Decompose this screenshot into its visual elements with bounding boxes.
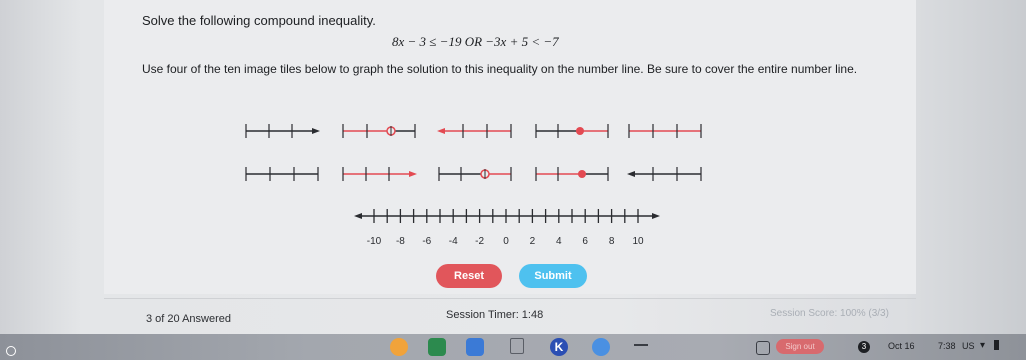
number-line-graphic — [354, 204, 660, 252]
time-label: 7:38 — [938, 341, 956, 351]
tile-6-graphic — [244, 163, 320, 185]
session-score: Session Score: 100% (3/3) — [770, 308, 889, 319]
tile-1-graphic — [244, 120, 320, 142]
app-icon-orange[interactable] — [390, 338, 408, 356]
tile-1[interactable] — [244, 120, 320, 142]
number-line[interactable] — [354, 204, 660, 252]
number-line-label: 8 — [608, 236, 615, 247]
tile-3-graphic — [437, 120, 513, 142]
answered-count: 3 of 20 Answered — [146, 313, 232, 325]
battery-icon[interactable] — [994, 340, 999, 350]
tile-5[interactable] — [627, 120, 703, 142]
app-icon-blue[interactable] — [466, 338, 484, 356]
sign-out-button[interactable]: Sign out — [776, 339, 824, 354]
number-line-left-arrow — [354, 213, 362, 219]
number-line-label: 6 — [582, 236, 588, 247]
tile-7[interactable] — [341, 163, 417, 185]
submit-button[interactable]: Submit — [519, 264, 587, 288]
inequality-equation: 8x − 3 ≤ −19 OR −3x + 5 < −7 — [392, 34, 559, 49]
number-line-right-arrow — [652, 213, 660, 219]
number-line-label: 0 — [503, 236, 509, 247]
footer-divider — [104, 298, 916, 299]
tile-4[interactable] — [534, 120, 610, 142]
launcher-icon[interactable] — [6, 346, 16, 356]
date-label: Oct 16 — [888, 341, 915, 351]
tile-3[interactable] — [437, 120, 513, 142]
wifi-icon[interactable]: ▾ — [980, 340, 986, 351]
tile-10-graphic — [627, 163, 703, 185]
locale-label: US — [962, 341, 975, 351]
session-timer: Session Timer: 1:48 — [446, 309, 544, 321]
notification-badge[interactable]: 3 — [858, 341, 870, 353]
tile-9-graphic — [534, 163, 610, 185]
tile-10[interactable] — [627, 163, 703, 185]
tile-2-graphic — [341, 120, 417, 142]
screenshot-icon[interactable] — [756, 341, 770, 355]
tile-8[interactable] — [437, 163, 513, 185]
reset-button[interactable]: Reset — [436, 264, 502, 288]
tile-8-graphic — [437, 163, 513, 185]
number-line-label: -2 — [475, 236, 485, 247]
files-icon[interactable] — [510, 338, 524, 354]
number-line-label: -10 — [366, 236, 382, 247]
tile-5-graphic — [627, 120, 703, 142]
app-icon-k[interactable]: K — [550, 338, 568, 356]
app-icon-dash[interactable] — [634, 338, 648, 346]
question-title: Solve the following compound inequality. — [142, 13, 376, 28]
number-line-label: 2 — [529, 236, 536, 247]
question-instructions: Use four of the ten image tiles below to graph the solution to this inequality on the number line. Be sure to cover the entire number line. — [142, 62, 858, 76]
tile-2[interactable] — [341, 120, 417, 142]
tile-7-graphic — [341, 163, 417, 185]
chrome-icon[interactable] — [592, 338, 610, 356]
tile-4-graphic — [534, 120, 610, 142]
number-line-label: 4 — [556, 236, 562, 247]
number-line-label: -8 — [395, 236, 405, 247]
number-line-label: -6 — [422, 236, 432, 247]
number-line-label: 10 — [632, 236, 644, 247]
number-line-label: -4 — [448, 236, 458, 247]
tile-9[interactable] — [534, 163, 610, 185]
app-icon-green[interactable] — [428, 338, 446, 356]
tile-6[interactable] — [244, 163, 320, 185]
